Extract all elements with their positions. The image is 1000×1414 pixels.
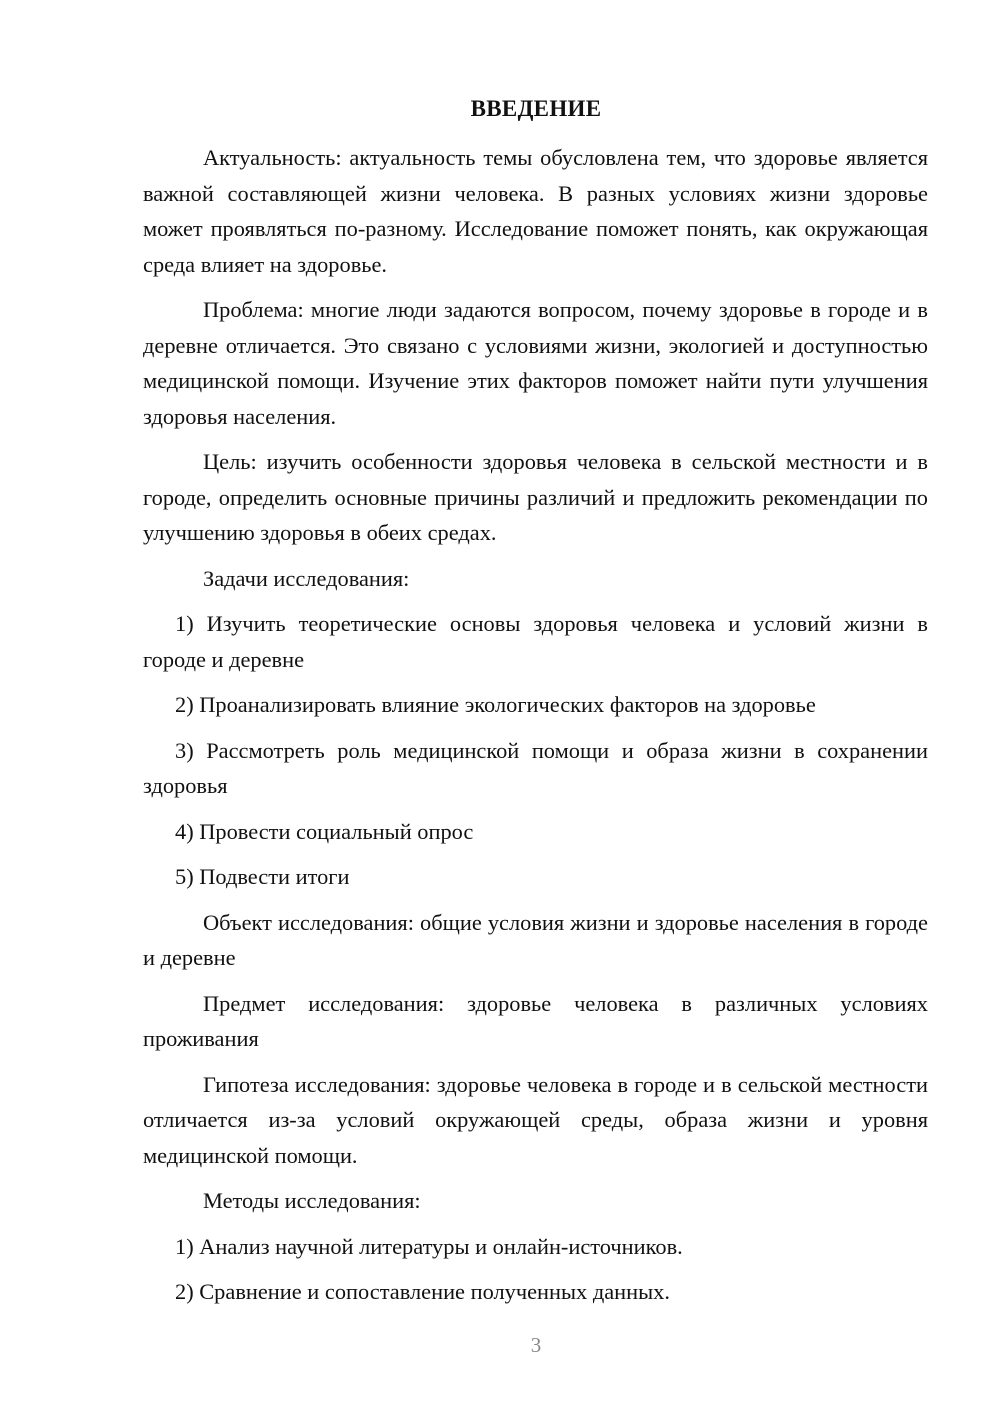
task-item: 3) Рассмотреть роль медицинской помощи и образа жизни в сохранении здоровья xyxy=(143,737,928,798)
task-item: 2) Проанализировать влияние экологических факторов на здоровье xyxy=(175,692,816,717)
paragraph-object: Объект исследования: общие условия жизни и здоровье населения в городе и деревне xyxy=(143,909,928,970)
task-item: 1) Изучить теоретические основы здоровья человека и условий жизни в городе и деревне xyxy=(143,611,928,672)
section-title: ВВЕДЕНИЕ xyxy=(470,96,602,121)
document-body xyxy=(143,140,928,1320)
page-number: 3 xyxy=(530,1333,542,1357)
method-item: 2) Сравнение и сопоставление полученных данных. xyxy=(175,1279,670,1304)
task-item: 5) Подвести итоги xyxy=(175,864,350,889)
paragraph-hypothesis: Гипотеза исследования: здоровье человека в городе и в сельской местности отличается из-за условий окружающей среды, образа жизни и уровня медицинской помощи. xyxy=(143,1071,928,1168)
paragraph-problem: Проблема: многие люди задаются вопросом, почему здоровье в городе и в деревне отличается. Это связано с условиями жизни, экологией и доступностью медицинской помощи. Изучение этих факторов поможет найти пути улучшения здоровья населения. xyxy=(143,297,928,429)
paragraph-actuality: Актуальность: актуальность темы обусловлена тем, что здоровье является важной составляющей жизни человека. В разных условиях жизни здоровье может проявляться по-разному. Исследование поможет понять, как окружающая среда влияет на здоровье. xyxy=(143,145,928,277)
task-item: 4) Провести социальный опрос xyxy=(175,818,474,844)
methods-heading: Методы исследования: xyxy=(203,1188,421,1213)
paragraph-subject: Предмет исследования: здоровье человека в различных условиях проживания xyxy=(143,990,928,1051)
method-item: 1) Анализ научной литературы и онлайн-источников. xyxy=(175,1233,683,1259)
tasks-heading: Задачи исследования: xyxy=(203,565,410,591)
paragraph-goal: Цель: изучить особенности здоровья человека в сельской местности и в городе, определить основные причины различий и предложить рекомендации по улучшению здоровья в обеих средах. xyxy=(143,449,928,545)
